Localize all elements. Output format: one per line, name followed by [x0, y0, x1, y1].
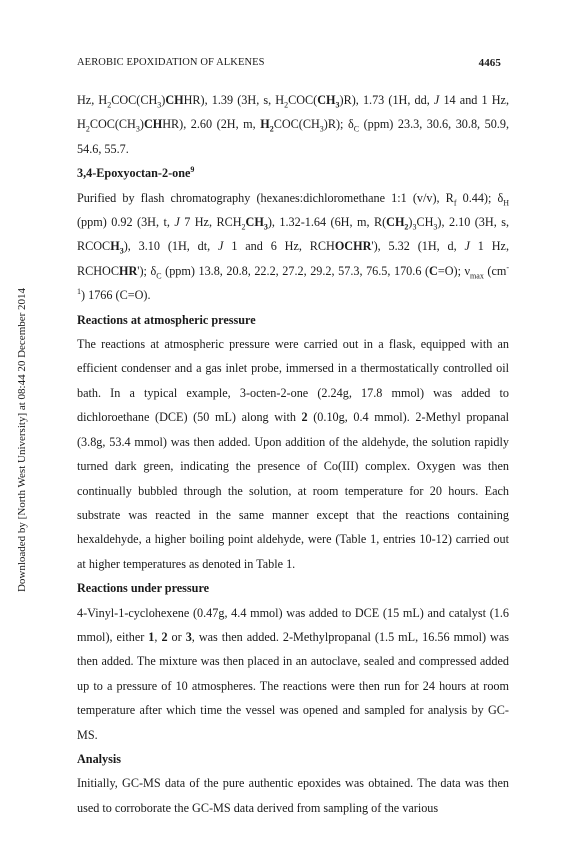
running-header	[77, 57, 501, 73]
article-body	[77, 88, 509, 820]
reference-marker: 9	[190, 165, 195, 175]
paragraph-pressure: 4-Vinyl-1-cyclohexene (0.47g, 4.4 mmol) was added to DCE (15 mL) and catalyst (1.6 mmol), either 1, 2 or 3, was then added. 2-Methylpropanal (1.5 mL, 16.56 mmol) was then added. The mixture was then placed in an autoclave, sealed and compressed added up to a pressure of 10 atmospheres. The reactions were then run for 24 hours at room temperature after which time the vessel was opened and sampled for analysis by GC-MS.	[77, 605, 510, 742]
compound-heading: 3,4-Epoxyoctan-2-one$^9$	[77, 165, 195, 181]
paragraph-atmospheric: The reactions at atmospheric pressure were carried out in a flask, equipped with an efficient condenser and a gas inlet probe, immersed in a thermostatically controlled oil bath. In a typical example, 3-octen-2-one (2.24g, 17.8 mmol) was added to dichloroethane (DCE) (50 mL) along with 2 (0.10g, 0.4 mmol). 2-Methyl propanal (3.8g, 53.4 mmol) was then added. Upon addition of the aldehyde, the solution rapidly turned dark green, indicating the presence of Co(III) complex. Oxygen was then continually bubbled through the solution, at room temperature for 20 hours. Each substrate was reacted in the same manner except that the reactions containing hexaldehyde, a higher boiling point aldehyde, were (Table 1, entries 10-12) carried out at higher temperatures as denoted in Table 1.	[77, 337, 509, 571]
compound-characterisation: Purified by flash chromatography (hexanes:dichloromethane 1:1 (v/v), $R_f$ 0.44); $\delta_H$ (ppm) 0.92 (3H, t, J 7 Hz, $RCH_2CH_3$), 1.32-1.64 (6H, m, $R(CH_2)_3CH_3$), 2.10 (3H, s, $RCOCH_3$), 3.10 (1H, dt, J 1 and 6 Hz, RCHOCHR'), 5.32 (1H, d, J 1 Hz, RCHOCHR'); $\delta_C$ (ppm) 13.8, 20.8, 22.2, 27.2, 29.2, 57.3, 76.5, 170.6 (C=O); $\nu_{max}$ $(cm^{-1})$ 1766 (C=O).	[77, 190, 510, 303]
download-watermark-text: Downloaded by [North West University] at 08:44 20 December 2014	[16, 287, 28, 593]
nmr-continuation: Hz, $H_2COC(CH_3)CHHR$), 1.39 (3H, s, $H_2COC(CH_3)R$), 1.73 (1H, dd, J 14 and 1 Hz, $H_2COC(CH_3)CHHR$), 2.60 (2H, m, $H_2COC(CH_3)R$); $\delta_C$ (ppm) 23.3, 30.6, 30.8, 50.9, 54.6, 55.7.	[77, 93, 509, 156]
section-heading-analysis: Analysis	[77, 751, 122, 766]
section-heading-pressure: Reactions under pressure	[77, 581, 210, 596]
page-number: 4465	[478, 57, 501, 69]
running-title: AEROBIC EPOXIDATION OF ALKENES	[77, 57, 265, 68]
paragraph-analysis: Initially, GC-MS data of the pure authentic epoxides was obtained. The data was then used to corroborate the GC-MS data derived from sampling of the various	[77, 776, 509, 815]
section-heading-atmospheric: Reactions at atmospheric pressure	[77, 312, 256, 327]
